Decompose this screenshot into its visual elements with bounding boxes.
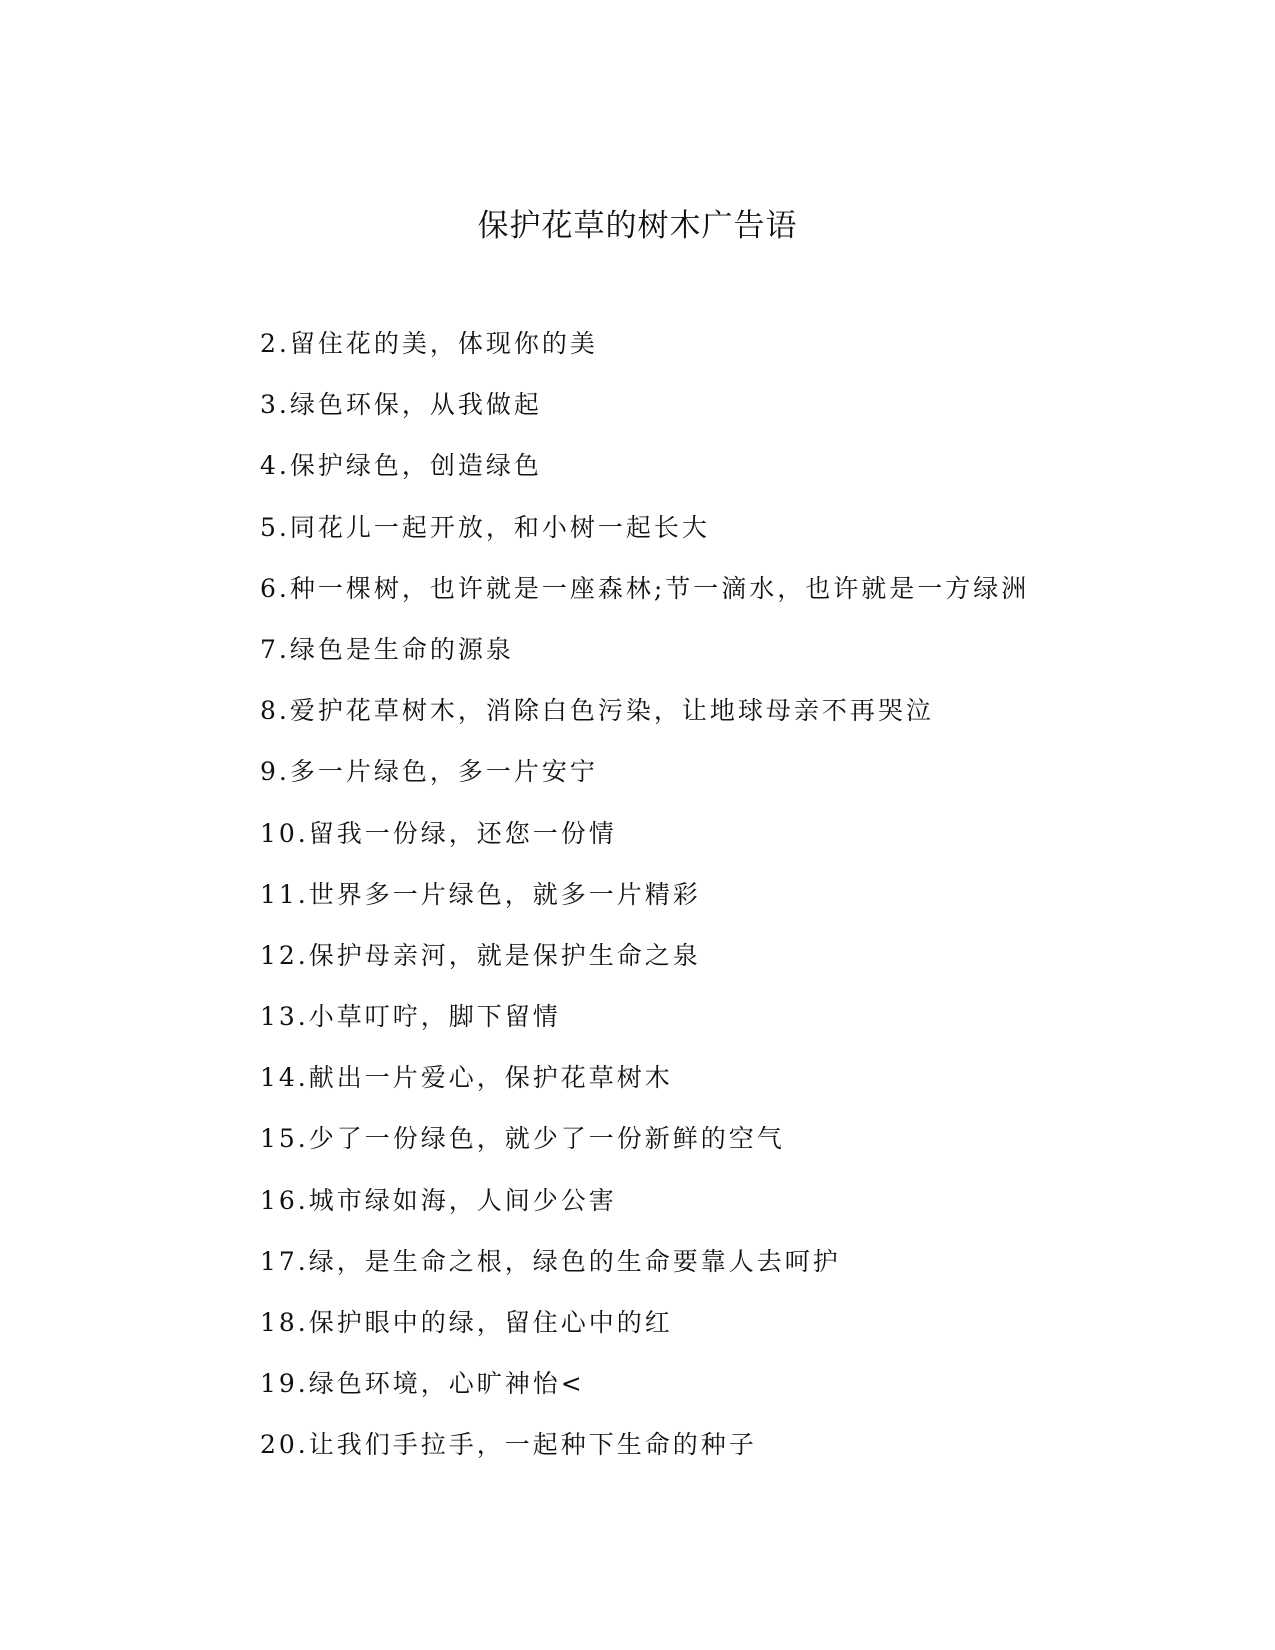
document-title: 保护花草的树木广告语 [477, 208, 798, 244]
list-item: 9.多一片绿色，多一片安宁 [260, 757, 598, 787]
list-item: 8.爱护花草树木，消除白色污染，让地球母亲不再哭泣 [260, 696, 934, 726]
list-item: 6.种一棵树，也许就是一座森林;节一滴水，也许就是一方绿洲 [260, 573, 1030, 603]
list-item: 16.城市绿如海，人间少公害 [260, 1185, 617, 1215]
list-item: 4.保护绿色，创造绿色 [260, 451, 542, 481]
list-item: 20.让我们手拉手，一起种下生命的种子 [260, 1430, 757, 1460]
list-item: 18.保护眼中的绿，留住心中的红 [260, 1308, 673, 1337]
list-item: 13.小草叮咛，脚下留情 [260, 1002, 561, 1032]
list-item: 10.留我一份绿，还您一份情 [260, 818, 617, 848]
list-item: 2.留住花的美，体现你的美 [260, 329, 598, 358]
list-item: 7.绿色是生命的源泉 [260, 634, 514, 664]
list-item: 5.同花儿一起开放，和小树一起长大 [260, 512, 710, 542]
list-item: 14.献出一片爱心，保护花草树木 [260, 1063, 673, 1093]
list-item: 3.绿色环保，从我做起 [260, 390, 542, 420]
list-item: 11.世界多一片绿色，就多一片精彩 [260, 879, 701, 909]
list-item: 19.绿色环境，心旷神怡< [260, 1369, 585, 1399]
list-item: 17.绿，是生命之根，绿色的生命要靠人去呵护 [260, 1246, 841, 1276]
list-item: 15.少了一份绿色，就少了一份新鲜的空气 [260, 1124, 785, 1154]
list-item: 12.保护母亲河，就是保护生命之泉 [260, 940, 701, 970]
slogan-list [260, 326, 1220, 1489]
